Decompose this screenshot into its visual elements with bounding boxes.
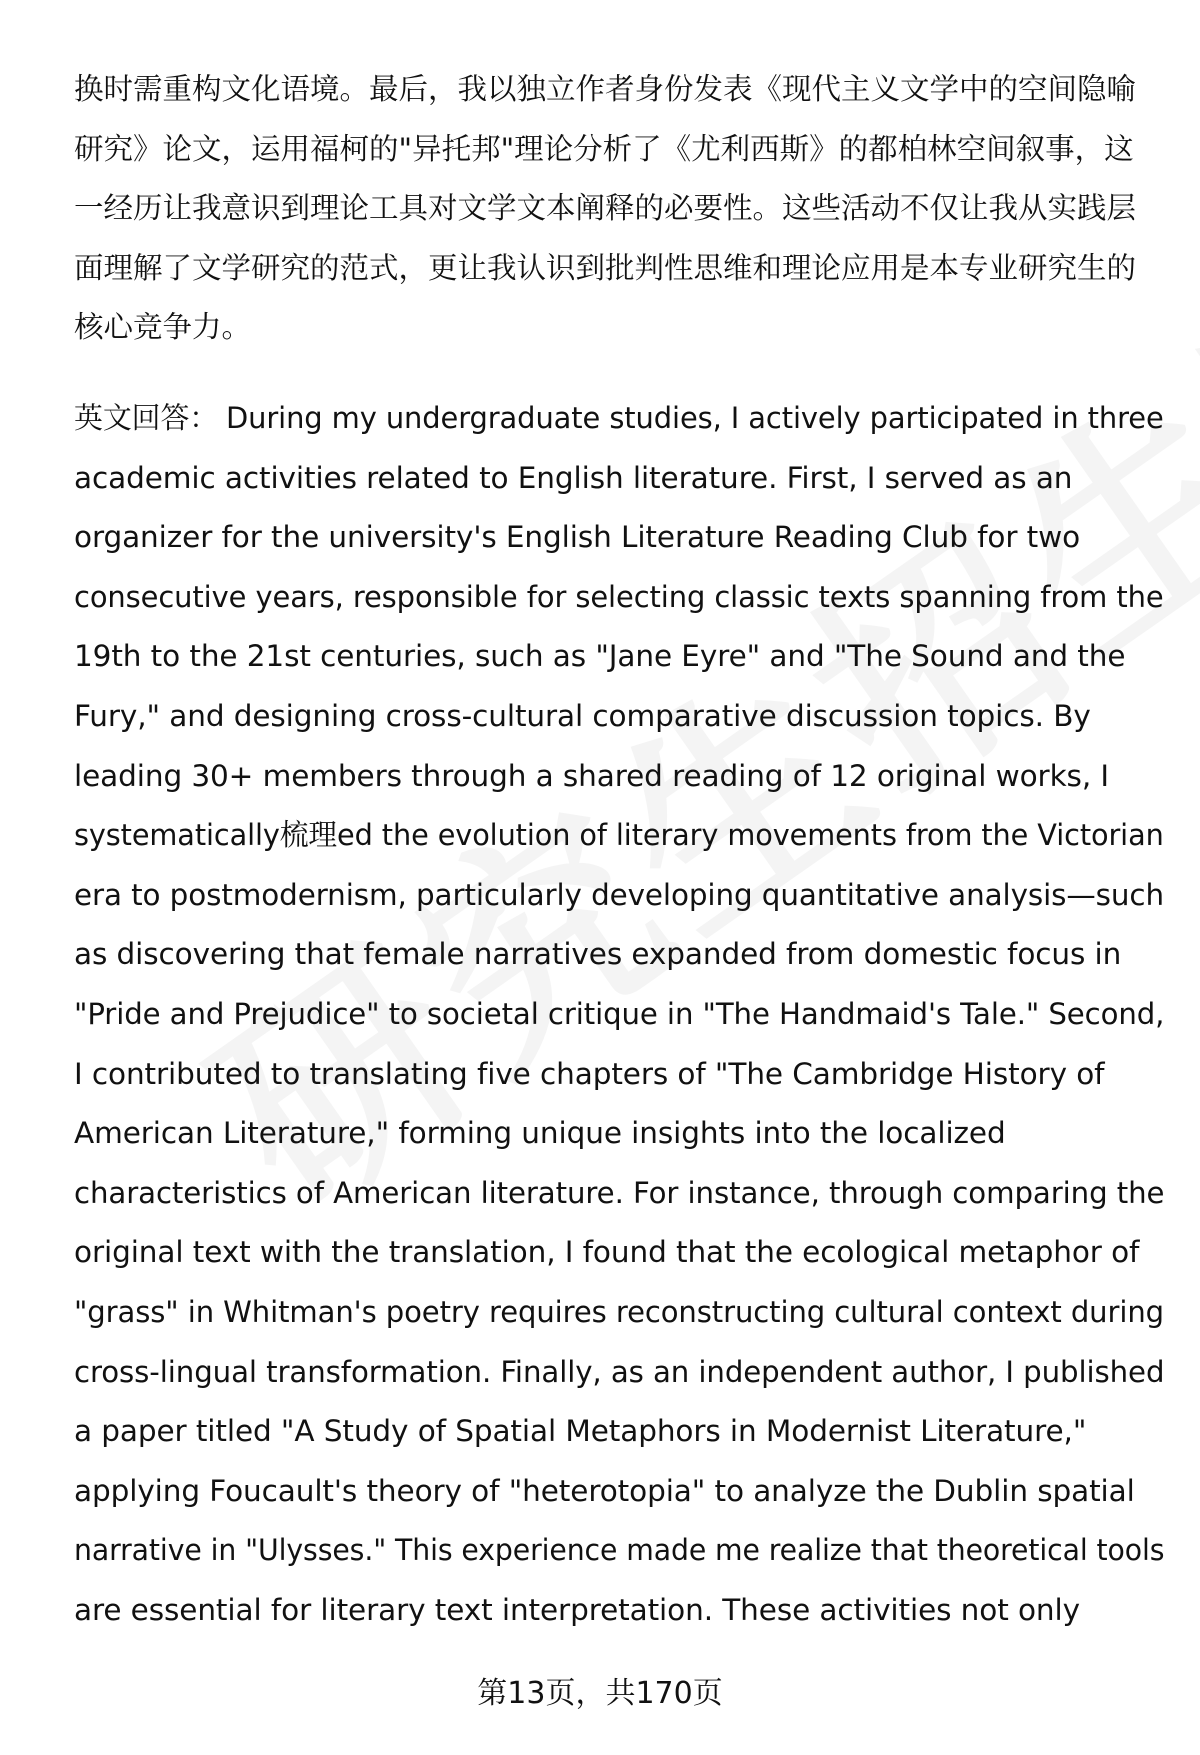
text-line: I contributed to translating five chapters of "The Cambridge History of [74,1056,1105,1091]
text-line: are essential for literary text interpretation. These activities not only [74,1592,1080,1627]
text-line: narrative in "Ulysses." This experience made me realize that theoretical tools [74,1533,1165,1568]
english-answer-label: 英文回答： [74,401,219,435]
text-line: as discovering that female narratives expanded from domestic focus in [74,937,1122,972]
text-line: 核心竞争力。 [74,310,252,345]
text-line: characteristics of American literature. For instance, through comparing the [74,1175,1165,1210]
text-line: organizer for the university's English Literature Reading Club for two [74,520,1081,555]
chinese-answer-paragraph [74,60,1164,358]
text-line: 19th to the 21st centuries, such as "Jane Eyre" and "The Sound and the [74,639,1126,674]
text-line: consecutive years, responsible for selecting classic texts spanning from the [74,579,1164,614]
page-number-footer: 第13页，共170页 [477,1676,723,1711]
text-line: 换时需重构文化语境。最后，我以独立作者身份发表《现代主义文学中的空间隐喻 [74,72,1137,106]
text-line: systematically梳理ed the evolution of literary movements from the Victorian [74,818,1164,853]
english-answer-paragraph [74,389,1164,1640]
text-line: 面理解了文学研究的范式，更让我认识到批判性思维和理论应用是本专业研究生的 [74,250,1137,285]
text-line: "grass" in Whitman's poetry requires reconstructing cultural context during [74,1294,1165,1329]
text-line: era to postmodernism, particularly developing quantitative analysis—such [74,877,1164,912]
text-line: academic activities related to English literature. First, I served as an [74,460,1073,495]
text-line: applying Foucault's theory of "heterotopia" to analyze the Dublin spatial [74,1473,1135,1508]
text-line: 一经历让我意识到理论工具对文学文本阐释的必要性。这些活动不仅让我从实践层 [74,191,1137,226]
text-line: original text with the translation, I found that the ecological metaphor of [74,1235,1140,1270]
text-line: leading 30+ members through a shared reading of 12 original works, I [74,758,1109,793]
text-line [74,389,1164,449]
text-line: Fury," and designing cross-cultural comparative discussion topics. By [74,698,1091,733]
text-line: "Pride and Prejudice" to societal critique in "The Handmaid's Tale." Second, [74,996,1165,1031]
text-line: a paper titled "A Study of Spatial Metaphors in Modernist Literature," [74,1414,1087,1449]
text-line: cross-lingual transformation. Finally, as an independent author, I published [74,1354,1165,1389]
text-line: American Literature," forming unique insights into the localized [74,1116,1006,1151]
text-line-content: During my undergraduate studies, I actively participated in three [225,401,1164,435]
text-line: 研究》论文，运用福柯的"异托邦"理论分析了《尤利西斯》的都柏林空间叙事，这 [74,131,1134,166]
